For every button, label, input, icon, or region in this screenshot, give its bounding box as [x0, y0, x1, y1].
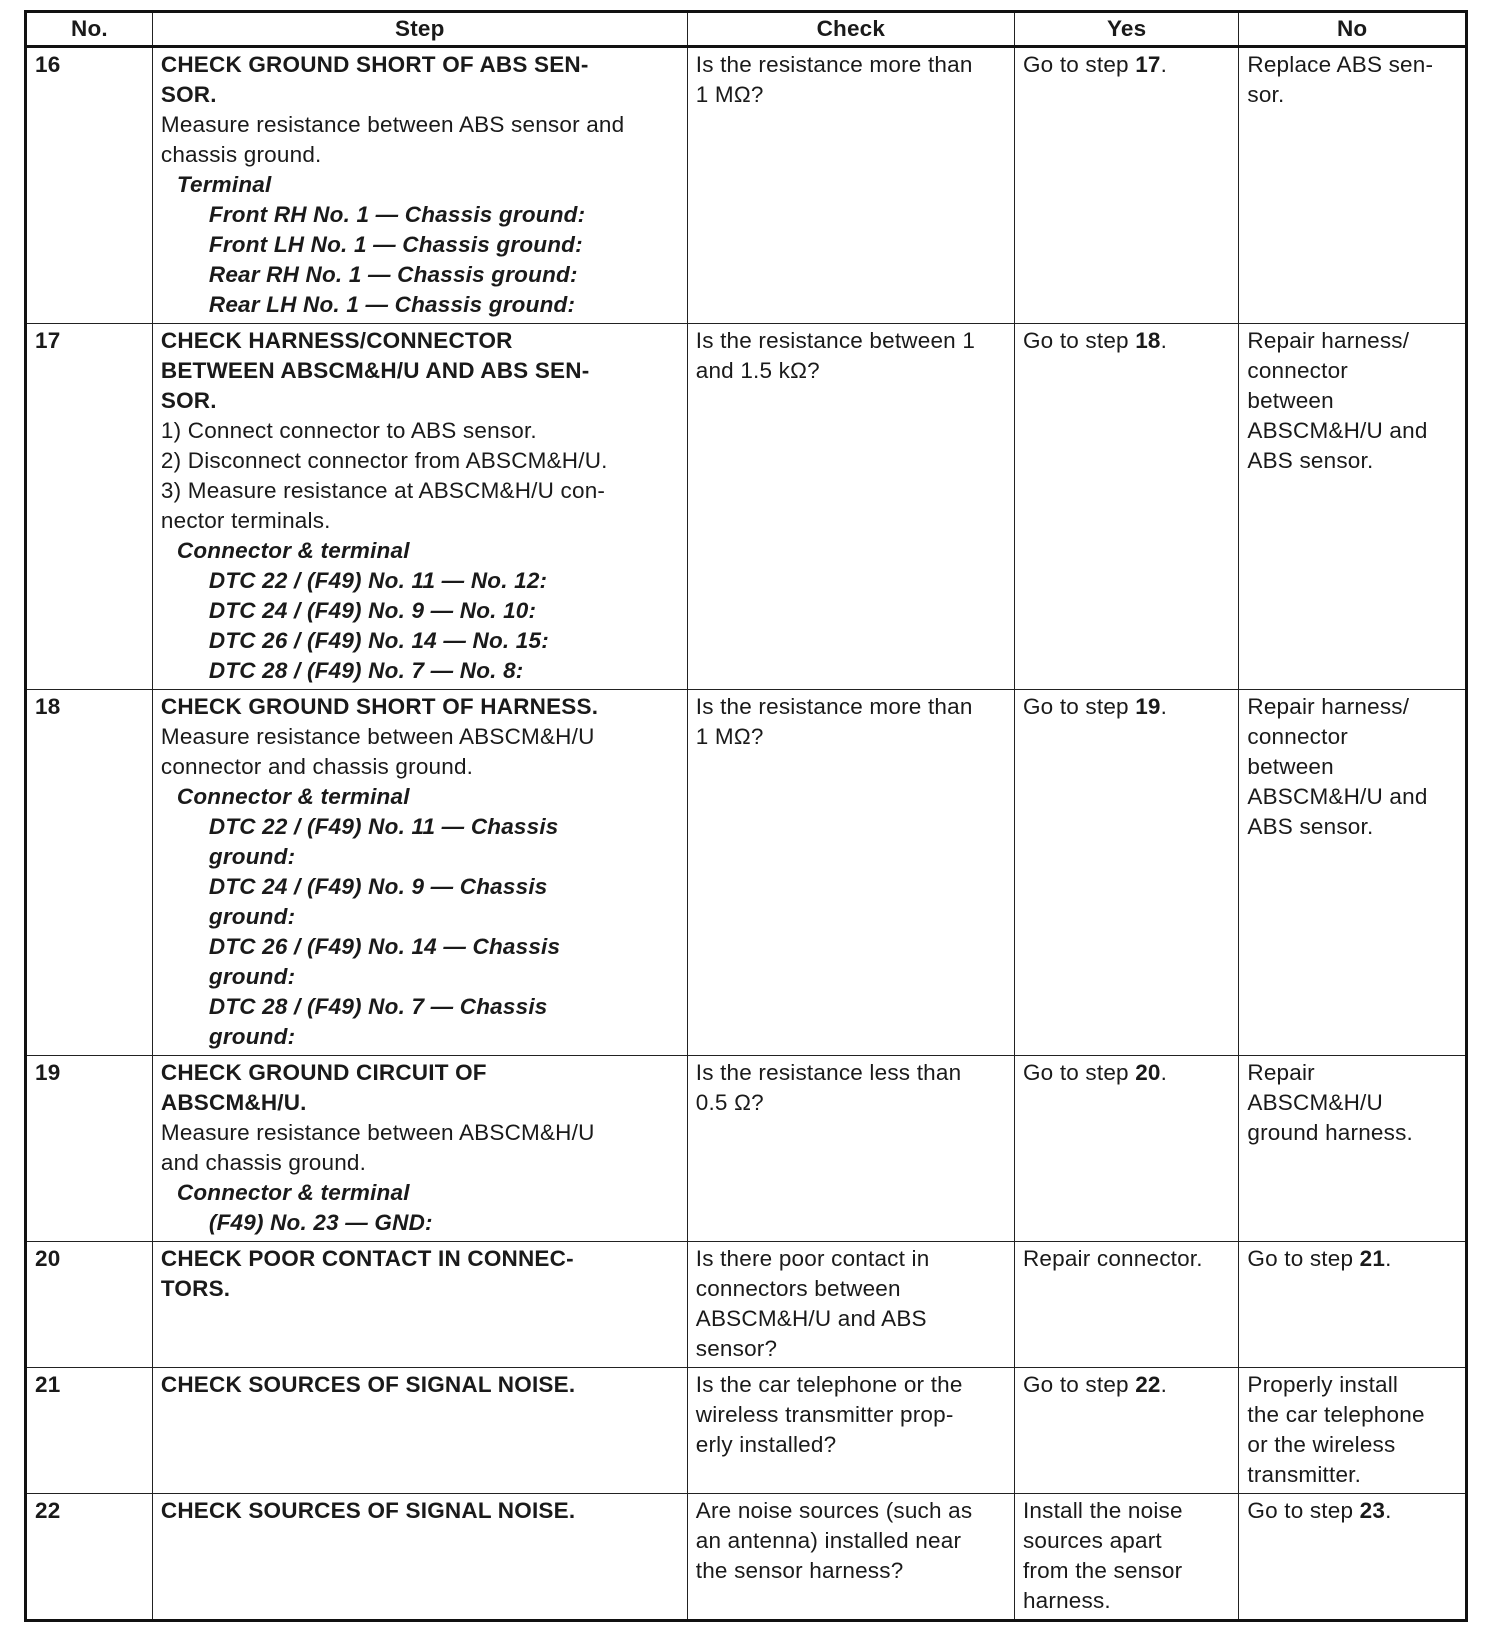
no-cell [1239, 324, 1467, 690]
yes-goto-prefix: Go to step [1022, 1060, 1136, 1085]
yes-action: harness. [1022, 1588, 1111, 1613]
step-title: SOR. [160, 82, 217, 107]
check-question: sensor? [695, 1336, 778, 1361]
step-subheading: Terminal [176, 172, 272, 197]
header-no-action: No [1239, 12, 1467, 47]
step-title: CHECK GROUND CIRCUIT OF [160, 1060, 487, 1085]
table-row [26, 1242, 1467, 1368]
terminal-spec: ground: [208, 964, 296, 989]
no-cell [1239, 1056, 1467, 1242]
table-body [26, 47, 1467, 1621]
diagnostic-table [24, 10, 1468, 1622]
yes-cell [1014, 47, 1238, 324]
step-number: 21 [26, 1368, 153, 1494]
check-question: connectors between [695, 1276, 901, 1301]
check-cell [687, 1494, 1014, 1621]
check-question: Are noise sources (such as [695, 1498, 973, 1523]
check-question: and 1.5 kΩ? [695, 358, 820, 383]
terminal-spec: DTC 22 / (F49) No. 11 — No. 12: [208, 568, 548, 593]
yes-goto-suffix: . [1160, 328, 1168, 353]
step-cell [152, 1056, 687, 1242]
yes-goto-step: 19 [1135, 694, 1161, 719]
yes-goto-suffix: . [1160, 1372, 1168, 1397]
step-description: Measure resistance between ABS sensor and [160, 112, 625, 137]
no-action: Properly install [1247, 1372, 1399, 1397]
step-description: 2) Disconnect connector from ABSCM&H/U. [160, 448, 608, 473]
check-cell [687, 1056, 1014, 1242]
step-description: chassis ground. [160, 142, 322, 167]
yes-cell [1014, 1494, 1238, 1621]
yes-goto-suffix: . [1160, 52, 1168, 77]
check-question: Is the resistance more than [695, 52, 973, 77]
terminal-spec: DTC 28 / (F49) No. 7 — No. 8: [208, 658, 524, 683]
no-action: transmitter. [1247, 1462, 1362, 1487]
table-row [26, 690, 1467, 1056]
step-description: nector terminals. [160, 508, 331, 533]
no-action: ABSCM&H/U and [1247, 418, 1428, 443]
table-row [26, 324, 1467, 690]
step-title: CHECK POOR CONTACT IN CONNEC- [160, 1246, 574, 1271]
no-action: or the wireless [1247, 1432, 1396, 1457]
step-title: CHECK SOURCES OF SIGNAL NOISE. [160, 1372, 576, 1397]
yes-goto-step: 22 [1135, 1372, 1161, 1397]
check-question: 1 MΩ? [695, 82, 764, 107]
step-description: 1) Connect connector to ABS sensor. [160, 418, 537, 443]
step-description: connector and chassis ground. [160, 754, 474, 779]
no-action: Repair harness/ [1247, 328, 1410, 353]
step-number: 16 [26, 47, 153, 324]
yes-goto-suffix: . [1160, 694, 1168, 719]
yes-cell [1014, 324, 1238, 690]
no-action: Replace ABS sen- [1247, 52, 1434, 77]
no-action: ABS sensor. [1247, 814, 1374, 839]
step-cell [152, 1242, 687, 1368]
step-title: CHECK GROUND SHORT OF HARNESS. [160, 694, 599, 719]
yes-action: from the sensor [1022, 1558, 1183, 1583]
yes-goto-step: 20 [1135, 1060, 1161, 1085]
no-action: Repair harness/ [1247, 694, 1410, 719]
step-subheading: Connector & terminal [176, 784, 410, 809]
terminal-spec: ground: [208, 1024, 296, 1049]
terminal-spec: Rear RH No. 1 — Chassis ground: [208, 262, 578, 287]
header-no: No. [26, 12, 153, 47]
step-cell [152, 690, 687, 1056]
no-goto-step: 23 [1359, 1498, 1386, 1523]
no-action: ABSCM&H/U [1247, 1090, 1383, 1115]
step-number: 22 [26, 1494, 153, 1621]
check-question: Is the resistance less than [695, 1060, 962, 1085]
terminal-spec: ground: [208, 904, 296, 929]
yes-cell [1014, 1056, 1238, 1242]
check-question: wireless transmitter prop- [695, 1402, 954, 1427]
no-action: ground harness. [1247, 1120, 1413, 1145]
yes-action: Repair connector. [1022, 1246, 1203, 1271]
check-cell [687, 47, 1014, 324]
check-question: Is there poor contact in [695, 1246, 930, 1271]
yes-goto-step: 17 [1135, 52, 1161, 77]
check-cell [687, 324, 1014, 690]
no-action: ABSCM&H/U and [1247, 784, 1428, 809]
step-cell [152, 47, 687, 324]
no-cell [1239, 1242, 1467, 1368]
table-header-row [26, 12, 1467, 47]
check-question: an antenna) installed near [695, 1528, 962, 1553]
step-title: CHECK GROUND SHORT OF ABS SEN- [160, 52, 589, 77]
terminal-spec: (F49) No. 23 — GND: [208, 1210, 433, 1235]
yes-action: Install the noise [1022, 1498, 1183, 1523]
no-goto-prefix: Go to step [1247, 1246, 1360, 1271]
step-cell [152, 1368, 687, 1494]
check-question: 0.5 Ω? [695, 1090, 764, 1115]
yes-action: sources apart [1022, 1528, 1162, 1553]
header-check: Check [687, 12, 1014, 47]
step-subheading: Connector & terminal [176, 538, 410, 563]
step-cell [152, 1494, 687, 1621]
no-goto-prefix: Go to step [1247, 1498, 1360, 1523]
yes-goto-prefix: Go to step [1022, 694, 1136, 719]
header-yes: Yes [1014, 12, 1238, 47]
yes-goto-prefix: Go to step [1022, 328, 1136, 353]
step-title: CHECK SOURCES OF SIGNAL NOISE. [160, 1498, 576, 1523]
step-description: 3) Measure resistance at ABSCM&H/U con- [160, 478, 606, 503]
terminal-spec: ground: [208, 844, 296, 869]
no-goto-suffix: . [1385, 1246, 1392, 1271]
check-question: Is the resistance more than [695, 694, 973, 719]
terminal-spec: DTC 24 / (F49) No. 9 — Chassis [208, 874, 548, 899]
header-step: Step [152, 12, 687, 47]
step-title: TORS. [160, 1276, 231, 1301]
check-question: erly installed? [695, 1432, 837, 1457]
step-title: CHECK HARNESS/CONNECTOR [160, 328, 513, 353]
terminal-spec: DTC 22 / (F49) No. 11 — Chassis [208, 814, 559, 839]
yes-goto-step: 18 [1135, 328, 1161, 353]
step-title: ABSCM&H/U. [160, 1090, 307, 1115]
check-question: Is the car telephone or the [695, 1372, 963, 1397]
terminal-spec: DTC 28 / (F49) No. 7 — Chassis [208, 994, 548, 1019]
no-cell [1239, 1494, 1467, 1621]
yes-cell [1014, 690, 1238, 1056]
yes-goto-suffix: . [1160, 1060, 1168, 1085]
no-action: connector [1247, 358, 1348, 383]
step-subheading: Connector & terminal [176, 1180, 410, 1205]
no-action: connector [1247, 724, 1348, 749]
terminal-spec: DTC 26 / (F49) No. 14 — No. 15: [208, 628, 549, 653]
step-title: SOR. [160, 388, 217, 413]
table-row [26, 1056, 1467, 1242]
table-row [26, 47, 1467, 324]
yes-goto-prefix: Go to step [1022, 52, 1136, 77]
terminal-spec: DTC 26 / (F49) No. 14 — Chassis [208, 934, 561, 959]
no-action: between [1247, 388, 1334, 413]
table-row [26, 1494, 1467, 1621]
yes-goto-prefix: Go to step [1022, 1372, 1136, 1397]
check-cell [687, 1368, 1014, 1494]
terminal-spec: DTC 24 / (F49) No. 9 — No. 10: [208, 598, 537, 623]
no-action: Repair [1247, 1060, 1315, 1085]
step-description: and chassis ground. [160, 1150, 367, 1175]
check-cell [687, 690, 1014, 1056]
step-title: BETWEEN ABSCM&H/U AND ABS SEN- [160, 358, 590, 383]
terminal-spec: Rear LH No. 1 — Chassis ground: [208, 292, 576, 317]
no-goto-suffix: . [1385, 1498, 1392, 1523]
step-description: Measure resistance between ABSCM&H/U [160, 724, 595, 749]
no-cell [1239, 1368, 1467, 1494]
no-cell [1239, 47, 1467, 324]
check-question: the sensor harness? [695, 1558, 904, 1583]
check-question: ABSCM&H/U and ABS [695, 1306, 927, 1331]
step-cell [152, 324, 687, 690]
check-question: 1 MΩ? [695, 724, 764, 749]
terminal-spec: Front LH No. 1 — Chassis ground: [208, 232, 583, 257]
yes-cell [1014, 1368, 1238, 1494]
step-number: 20 [26, 1242, 153, 1368]
step-number: 18 [26, 690, 153, 1056]
no-action: the car telephone [1247, 1402, 1425, 1427]
no-action: ABS sensor. [1247, 448, 1374, 473]
check-question: Is the resistance between 1 [695, 328, 976, 353]
terminal-spec: Front RH No. 1 — Chassis ground: [208, 202, 586, 227]
no-action: between [1247, 754, 1334, 779]
no-action: sor. [1247, 82, 1285, 107]
step-number: 17 [26, 324, 153, 690]
step-number: 19 [26, 1056, 153, 1242]
no-goto-step: 21 [1359, 1246, 1386, 1271]
check-cell [687, 1242, 1014, 1368]
table-row [26, 1368, 1467, 1494]
no-cell [1239, 690, 1467, 1056]
step-description: Measure resistance between ABSCM&H/U [160, 1120, 595, 1145]
yes-cell [1014, 1242, 1238, 1368]
